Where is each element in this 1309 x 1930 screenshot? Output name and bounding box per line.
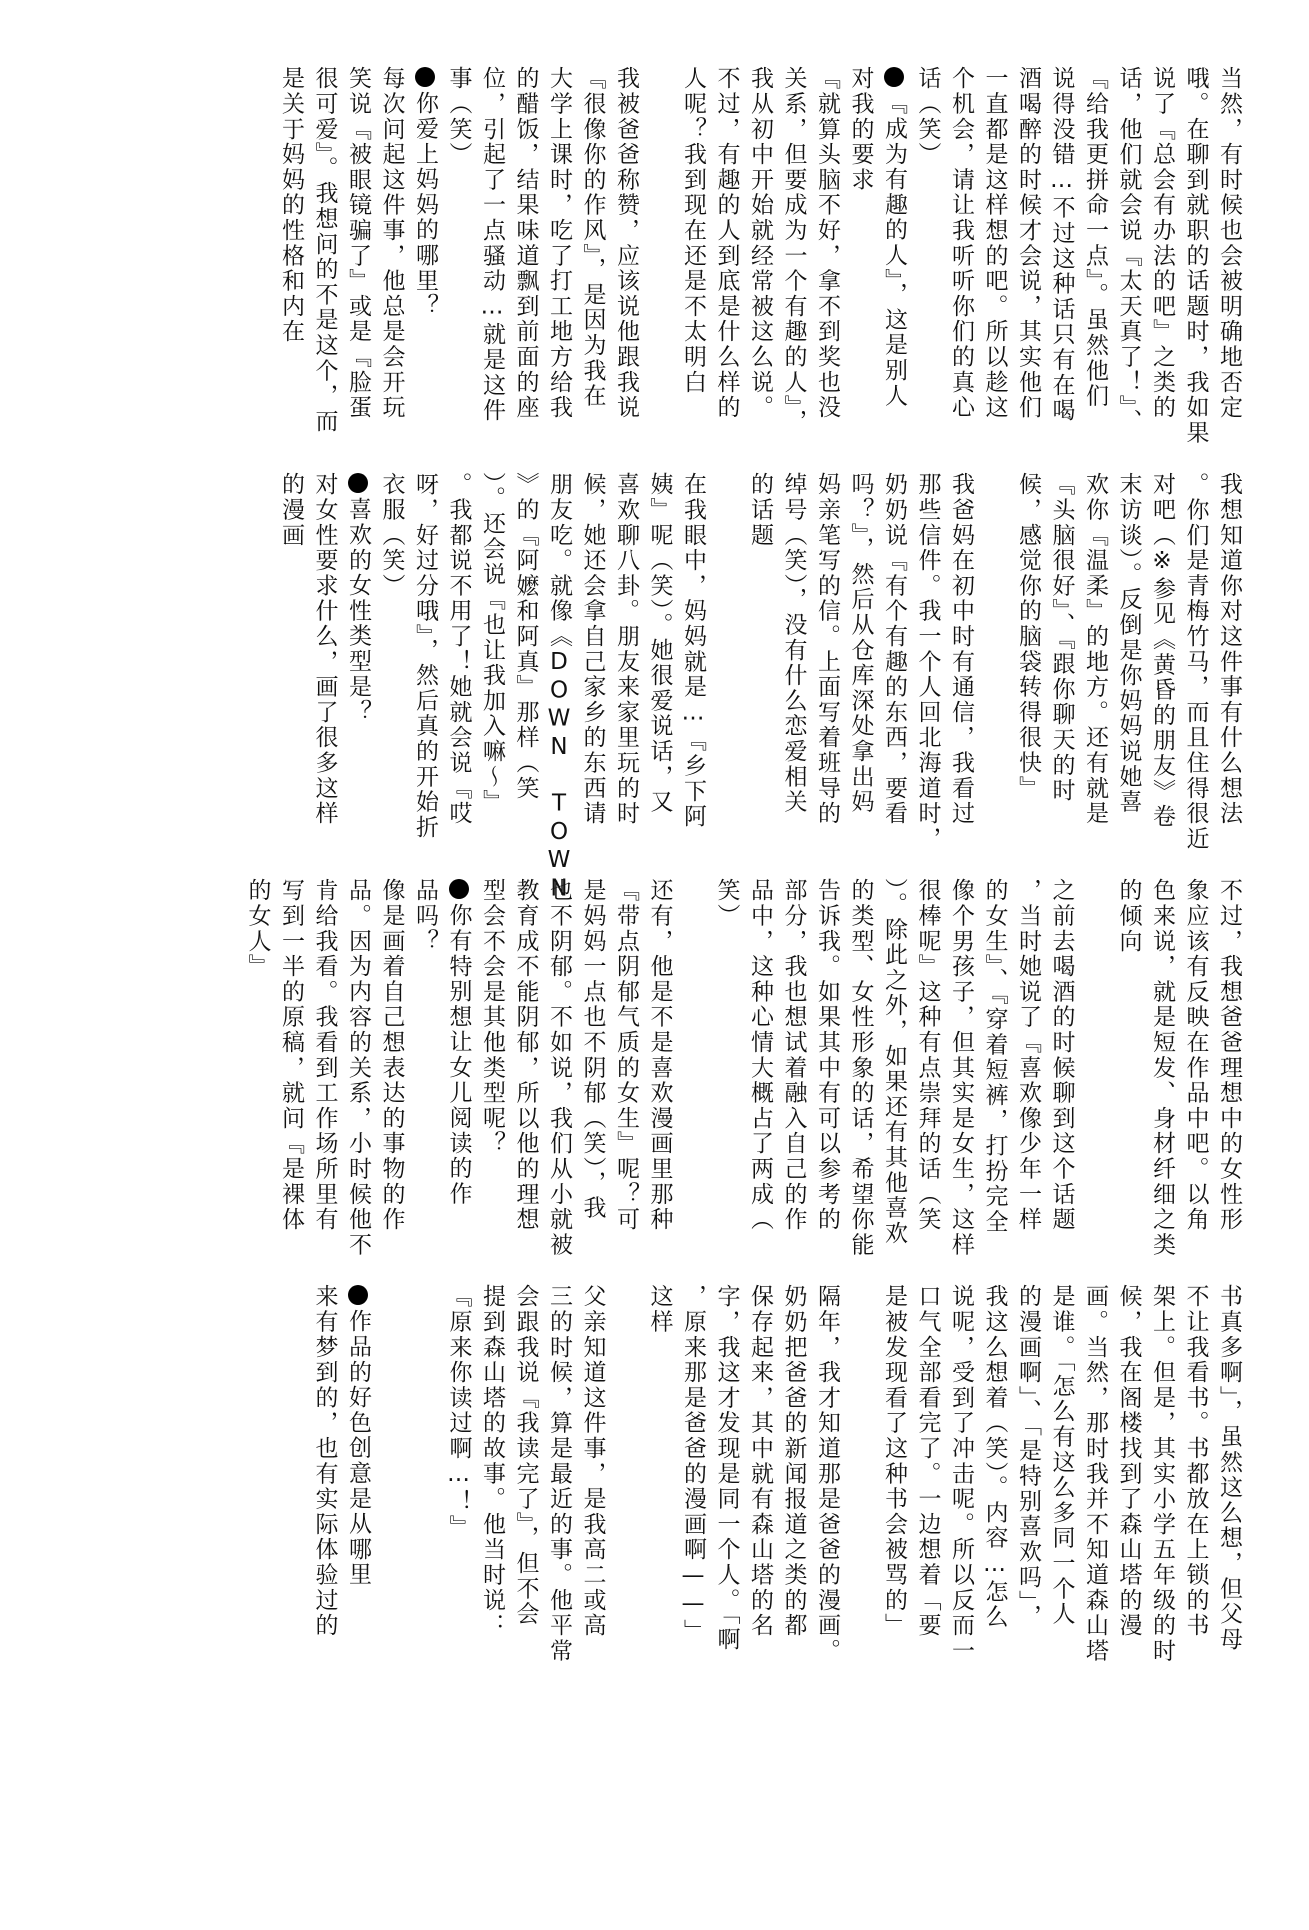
column-text: 奶奶说『有个有趣的东西，要看	[881, 472, 907, 827]
question-block	[408, 878, 475, 1207]
column-text: 我从初中开始就经常被这么说。	[747, 66, 773, 421]
column-text: 对我的要求	[847, 66, 874, 193]
column-text: 像个男孩子，但其实是女生，这样	[948, 878, 974, 1258]
answer-text-column	[810, 66, 844, 420]
answer-text-column	[709, 1284, 743, 1652]
column-text: 品。因为内容的关系，小时候他不	[345, 878, 371, 1258]
answer-text-column	[441, 472, 475, 826]
column-text: 很棒呢』这种有点崇拜的话（笑	[914, 878, 941, 1233]
column-text: 喜欢聊八卦。朋友来家里玩的时	[613, 472, 639, 827]
column-text: 是妈妈一点也不阴郁（笑），我	[579, 878, 606, 1221]
question-text-column	[408, 878, 442, 954]
column-text: 不让我看书。书都放在上锁的书	[1182, 1284, 1209, 1639]
column-text: 大学上课时，吃了打工地方给我	[546, 66, 572, 421]
column-text: 我被爸爸称赞，应该说他跟我说	[613, 66, 639, 421]
column-text: 『原来你读过啊…！』	[445, 1284, 472, 1540]
answer-text-column	[1178, 878, 1212, 1232]
answer-block	[475, 878, 1246, 1258]
column-text: ，当时她说了『喜欢像少年一样	[1015, 878, 1041, 1233]
column-text: 》的『阿嬷和阿真』那样（笑	[512, 472, 539, 801]
column-text: 提到森山塔的故事。他当时说：	[479, 1284, 505, 1639]
answer-text-column	[575, 472, 609, 826]
column-text: 说得没错…不过这种话只有在喝	[1048, 66, 1075, 424]
answer-text-column	[944, 878, 978, 1258]
column-text: 还有，他是不是喜欢漫画里那种	[646, 878, 673, 1233]
column-text: 姨』呢（笑）。她很爱说话，又	[646, 472, 673, 815]
answer-text-column	[508, 472, 542, 801]
answer-text-column	[475, 1284, 509, 1638]
bullet-icon	[449, 879, 469, 899]
column-text: 笑）	[713, 878, 740, 929]
answer-text-column	[1212, 878, 1246, 1232]
column-text: 绰号（笑），没有什么恋爱相关	[780, 472, 807, 815]
answer-text-column	[877, 1284, 911, 1638]
answer-text-column	[408, 472, 442, 840]
question-text-column	[877, 66, 911, 408]
column-text: 品中，这种心情大概占了两成（	[747, 878, 773, 1233]
column-text: 我这么想着（笑）。内容…怎么	[981, 1284, 1008, 1630]
answer-text-column	[1044, 878, 1078, 1232]
column-text: 吗？』，然后从仓库深处拿出妈	[847, 472, 874, 815]
column-text: 『成为有趣的人』，这是别人	[881, 91, 907, 409]
column-text: 之前去喝酒的时候聊到这个话题	[1048, 878, 1075, 1233]
answer-text-column	[1011, 1284, 1045, 1629]
answer-text-column	[910, 66, 944, 167]
answer-text-column	[374, 878, 408, 1232]
answer-text-column	[977, 1284, 1011, 1630]
answer-text-column	[542, 472, 576, 904]
question-text-column	[441, 878, 475, 1207]
answer-text-column	[1078, 472, 1112, 826]
column-text: 象应该有反映在作品中吧。以角	[1182, 878, 1209, 1233]
bullet-icon	[348, 1285, 368, 1305]
answer-text-column	[910, 878, 944, 1232]
column-text: 话（笑）	[914, 66, 941, 168]
column-text: 你有特别想让女儿阅读的作	[445, 903, 472, 1207]
text-tier-3	[140, 878, 1245, 1268]
column-text: 喜欢的女性类型是？	[345, 497, 371, 725]
question-text-column	[843, 66, 877, 193]
answer-text-column	[307, 878, 341, 1232]
column-text: 朋友吃。就像《DOWN TOWN	[546, 472, 572, 904]
column-text: 『头脑很好』、『跟你聊天的时	[1048, 472, 1075, 804]
column-text: 在我眼中，妈妈就是…『乡下阿	[680, 472, 706, 830]
column-text: ，原来那是爸爸的漫画啊——」	[680, 1284, 706, 1645]
question-block	[843, 66, 910, 408]
answer-text-column	[776, 66, 810, 434]
answer-text-column	[944, 66, 978, 420]
column-text: 话，他们就会说『太天真了！』、	[1115, 66, 1142, 434]
answer-text-column	[1212, 66, 1246, 420]
column-text: 当然，有时候也会被明确地否定	[1216, 66, 1242, 421]
column-text: 告诉我。如果其中有可以参考的	[814, 878, 840, 1233]
answer-text-column	[508, 66, 542, 420]
column-text: 候，感觉你的脑袋转得很快』	[1015, 472, 1041, 801]
answer-text-column	[274, 66, 308, 344]
answer-text-column	[810, 1284, 844, 1664]
question-block	[341, 1284, 375, 1587]
column-text: 是谁。「怎么有这么多同一个人	[1048, 1284, 1075, 1627]
column-text: 口气全部看完了。一边想着「要	[914, 1284, 941, 1639]
column-text: 你爱上妈妈的哪里？	[412, 91, 438, 319]
column-text: 肯给我看。我看到工作场所里有	[311, 878, 338, 1233]
answer-text-column	[642, 878, 676, 1232]
column-text: 型会不会是其他类型呢？	[479, 878, 505, 1157]
column-text: 架上。但是，其实小学五年级的时	[1149, 1284, 1175, 1664]
column-text: 欢你『温柔』的地方。还有就是	[1082, 472, 1108, 827]
answer-text-column	[1145, 472, 1179, 829]
answer-text-column	[1044, 66, 1078, 423]
answer-text-column	[1145, 66, 1179, 420]
column-text: 那些信件。我一个人回北海道时，	[914, 472, 941, 852]
column-text: 像是画着自己想表达的事物的作	[378, 878, 405, 1233]
answer-text-column	[776, 472, 810, 815]
column-text: 『给我更拼命一点』。虽然他们	[1082, 66, 1108, 409]
answer-text-column	[307, 1284, 341, 1638]
answer-text-column	[374, 472, 408, 599]
answer-text-column	[1111, 878, 1145, 954]
column-text: 我爸妈在初中时有通信，我看过	[948, 472, 974, 827]
column-text: 保存起来，其中就有森山塔的名	[747, 1284, 773, 1639]
column-text: 『很像你的作风』，是因为我在	[579, 66, 606, 409]
answer-text-column	[374, 66, 408, 420]
column-text: 对女性要求什么，画了很多这样	[311, 472, 338, 827]
answer-text-column	[508, 878, 542, 1232]
column-text: 我想知道你对这件事有什么想法	[1216, 472, 1242, 827]
column-text: 的女生』、『穿着短裤，打扮完全	[981, 878, 1008, 1235]
column-text: 每次问起这件事，他总是会开玩	[378, 66, 405, 421]
answer-text-column	[475, 472, 509, 815]
answer-text-column	[676, 66, 710, 395]
answer-text-column	[1111, 66, 1145, 434]
column-text: 父亲知道这件事，是我高二或高	[579, 1284, 606, 1639]
answer-text-column	[776, 1284, 810, 1638]
answer-text-column	[1178, 1284, 1212, 1638]
column-text: 妈亲笔写的信。上面写着班导的	[814, 472, 840, 827]
text-tier-1	[140, 66, 1245, 456]
answer-text-column	[776, 878, 810, 1232]
answer-text-column	[542, 1284, 576, 1664]
answer-text-column	[307, 66, 341, 434]
column-text: 作品的好色创意是从哪里	[345, 1309, 371, 1588]
column-text: 的话题	[747, 472, 773, 548]
answer-text-column	[1145, 878, 1179, 1258]
column-text: 画。当然，那时我并不知道森山塔	[1082, 1284, 1108, 1664]
column-text: 笑说『被眼镜骗了』或是『脸蛋	[345, 66, 371, 421]
answer-text-column	[1111, 1284, 1145, 1638]
column-text: 字，我这才发现是同一个人。「啊	[713, 1284, 740, 1652]
column-text: 的漫画	[278, 472, 304, 548]
answer-text-column	[475, 66, 509, 423]
answer-text-column	[575, 878, 609, 1221]
bullet-icon	[348, 473, 368, 493]
column-text: 说呢，受到了冲击呢。所以反而一	[948, 1284, 974, 1664]
column-text: 关系，但要成为一个有趣的人』，	[780, 66, 807, 434]
column-text: 呀，好过分哦』，然后真的开始折	[412, 472, 438, 840]
answer-text-column	[843, 878, 877, 1258]
answer-text-column	[944, 472, 978, 826]
column-text: 品吗？	[412, 878, 438, 954]
answer-text-column	[977, 66, 1011, 420]
answer-text-column	[910, 472, 944, 852]
column-text: 书真多啊」，虽然这么想，但父母	[1216, 1284, 1242, 1652]
column-text: 衣服（笑）	[378, 472, 405, 599]
column-text: 奶奶把爸爸的新闻报道之类的都	[780, 1284, 807, 1639]
column-text: 很可爱』。我想问的不是这个，而	[311, 66, 338, 434]
answer-text-column	[475, 878, 509, 1156]
text-tier-2	[140, 472, 1245, 904]
text-tier-4	[140, 1284, 1245, 1674]
answer-text-column	[743, 878, 777, 1232]
answer-text-column	[709, 66, 743, 420]
answer-block	[441, 1284, 1245, 1664]
bullet-icon	[415, 67, 435, 87]
column-text: 个机会，请让我听听你们的真心	[948, 66, 974, 421]
answer-text-column	[877, 472, 911, 826]
answer-text-column	[1111, 472, 1145, 815]
answer-text-column	[609, 878, 643, 1232]
question-block	[408, 66, 442, 319]
answer-text-column	[642, 472, 676, 815]
answer-text-column	[910, 1284, 944, 1638]
column-text: 隔年，我才知道那是爸爸的漫画。	[814, 1284, 840, 1664]
question-text-column	[408, 66, 442, 319]
answer-text-column	[307, 472, 341, 826]
answer-text-column	[810, 878, 844, 1232]
answer-text-column	[341, 878, 375, 1258]
answer-text-column	[1044, 472, 1078, 803]
column-text: 的类型、女性形象的话，希望你能	[847, 878, 874, 1258]
column-text: 不过，有趣的人到底是什么样的	[713, 66, 740, 421]
answer-text-column	[609, 472, 643, 826]
question-text-column	[341, 1284, 375, 1587]
column-text: 教育成不能阴郁，所以他的理想	[512, 878, 539, 1233]
column-text: 。你们是青梅竹马，而且住得很近	[1182, 472, 1209, 852]
answer-text-column	[508, 1284, 542, 1627]
answer-text-column	[1145, 1284, 1179, 1664]
column-text: 酒喝醉的时候才会说，其实他们	[1015, 66, 1041, 421]
column-text: ）。还会说『也让我加入嘛～』	[479, 472, 505, 815]
column-text: 事（笑）	[445, 66, 472, 168]
answer-text-column	[1011, 66, 1045, 420]
answer-block	[240, 878, 408, 1258]
column-text: 三的时候，算是最近的事。他平常	[546, 1284, 572, 1664]
column-text: 这样	[646, 1284, 673, 1335]
answer-text-column	[676, 1284, 710, 1644]
answer-text-column	[1212, 472, 1246, 826]
answer-block	[274, 472, 341, 826]
column-text: 候，我在阁楼找到了森山塔的漫	[1115, 1284, 1142, 1639]
answer-text-column	[1178, 472, 1212, 852]
answer-text-column	[743, 472, 777, 548]
answer-text-column	[1078, 1284, 1112, 1664]
question-text-column	[341, 472, 375, 725]
column-text: ）。除此之外，如果还有其他喜欢	[881, 878, 907, 1246]
answer-text-column	[642, 1284, 676, 1335]
answer-text-column	[575, 1284, 609, 1638]
answer-text-column	[1178, 66, 1212, 446]
column-text: 说了『总会有办法的吧』之类的	[1149, 66, 1175, 421]
answer-text-column	[977, 878, 1011, 1235]
column-text: 候，她还会拿自己家乡的东西请	[579, 472, 606, 827]
answer-text-column	[575, 66, 609, 409]
answer-text-column	[1078, 66, 1112, 409]
answer-block	[910, 66, 1245, 446]
answer-text-column	[1011, 472, 1045, 801]
column-text: 一直都是这样想的吧。所以趁这	[981, 66, 1008, 421]
column-text: 哦。在聊到就职的话题时，我如果	[1182, 66, 1209, 446]
column-text: 来有梦到的，也有实际体验过的	[311, 1284, 338, 1639]
column-text: 的倾向	[1115, 878, 1142, 954]
column-text: 是被发现看了这种书会被骂的」	[881, 1284, 907, 1639]
answer-block	[307, 1284, 341, 1638]
answer-text-column	[441, 1284, 475, 1540]
question-block	[341, 472, 375, 725]
answer-text-column	[609, 66, 643, 420]
column-text: 是关于妈妈的性格和内在	[278, 66, 304, 345]
answer-text-column	[441, 66, 475, 167]
column-text: 。我都说不用了！她就会说『哎	[445, 472, 472, 827]
answer-text-column	[542, 66, 576, 420]
column-text: 部分，我也想试着融入自己的作	[780, 878, 807, 1233]
answer-block	[441, 66, 843, 434]
answer-block	[374, 472, 1245, 904]
column-text: 位，引起了一点骚动…就是这件	[479, 66, 505, 424]
column-text: 会跟我说『我读完了』，但不会	[512, 1284, 539, 1627]
column-text: 『就算头脑不好，拿不到奖也没	[814, 66, 840, 421]
answer-text-column	[676, 472, 710, 829]
answer-text-column	[1212, 1284, 1246, 1652]
column-text: 不过，我想爸爸理想中的女性形	[1216, 878, 1242, 1233]
answer-text-column	[1011, 878, 1045, 1232]
answer-block	[274, 66, 408, 434]
answer-text-column	[843, 472, 877, 815]
column-text: 的漫画啊」、「是特别喜欢吗」，	[1015, 1284, 1041, 1629]
column-text: 『带点阴郁气质的女生』呢？可	[613, 878, 639, 1233]
answer-text-column	[542, 878, 576, 1258]
column-text: 的醋饭，结果味道飘到前面的座	[512, 66, 539, 421]
column-text: 人呢？我到现在还是不太明白	[680, 66, 706, 395]
answer-text-column	[743, 66, 777, 420]
answer-text-column	[944, 1284, 978, 1664]
column-text: 对吧（※参见《黄昏的朋友》卷	[1149, 472, 1175, 830]
bullet-icon	[884, 67, 904, 87]
column-text: 末访谈）。反倒是你妈妈说她喜	[1115, 472, 1142, 815]
column-text: 也不阴郁。不如说，我们从小就被	[546, 878, 572, 1258]
answer-text-column	[877, 878, 911, 1246]
column-text: 色来说，就是短发、身材纤细之类	[1149, 878, 1175, 1258]
answer-text-column	[274, 472, 308, 548]
column-text: 的女人』	[244, 878, 271, 980]
answer-text-column	[274, 878, 308, 1232]
column-text: 写到一半的原稿，就问『是裸体	[278, 878, 304, 1233]
answer-text-column	[341, 66, 375, 420]
answer-text-column	[1044, 1284, 1078, 1627]
answer-text-column	[240, 878, 274, 979]
answer-text-column	[810, 472, 844, 826]
answer-text-column	[709, 878, 743, 929]
answer-text-column	[743, 1284, 777, 1638]
